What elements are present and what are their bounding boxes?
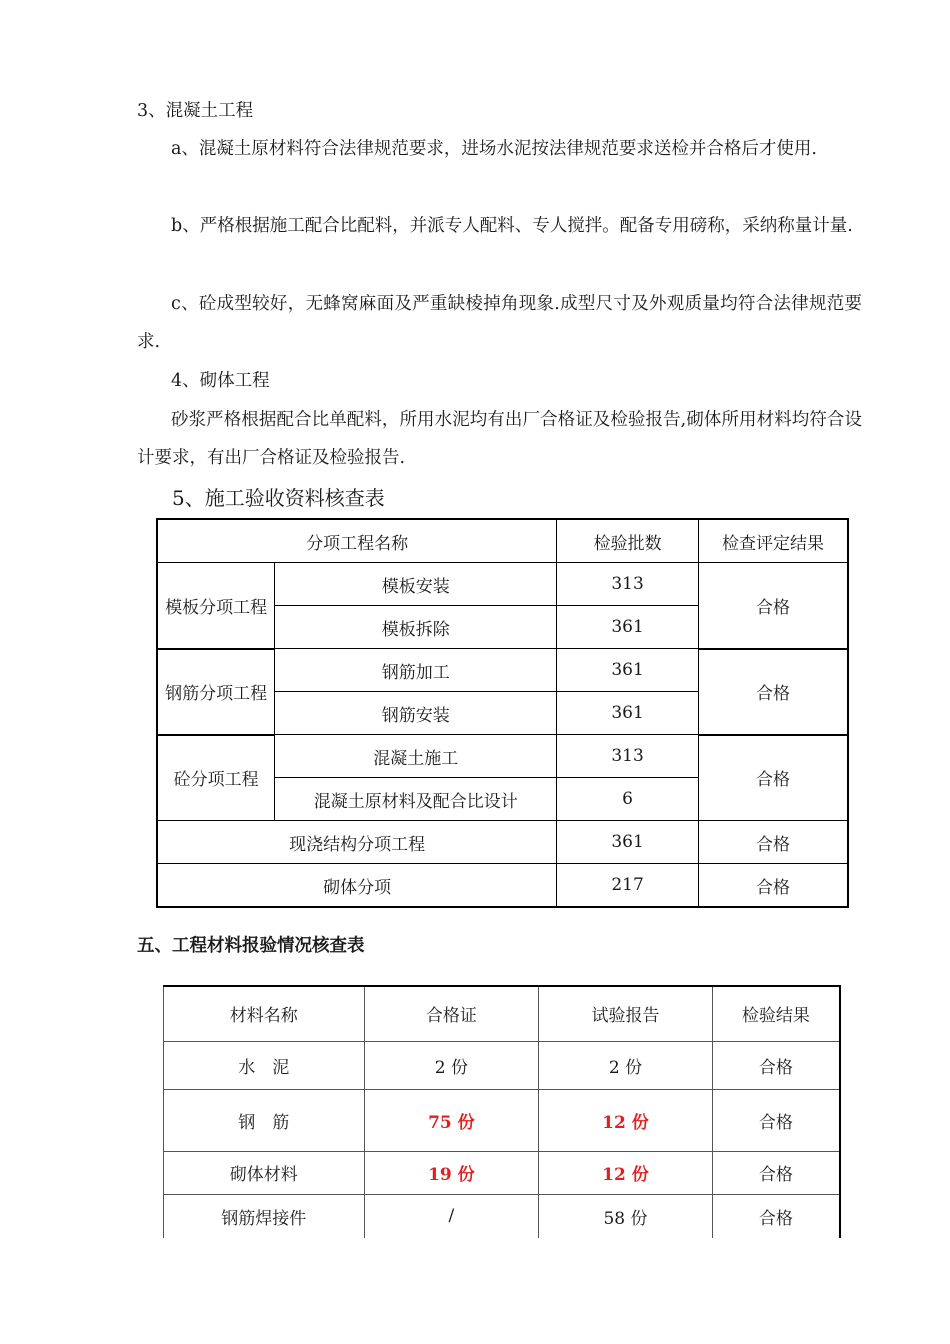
group-name: 模板分项工程	[157, 563, 275, 649]
material-report: 12 份	[539, 1089, 713, 1151]
header-result: 检查评定结果	[698, 519, 848, 563]
material-result: 合格	[712, 1151, 840, 1194]
table-row	[164, 1194, 841, 1238]
material-certificate: 75 份	[364, 1089, 539, 1151]
group-result: 合格	[698, 563, 848, 649]
item-name: 钢筋安装	[275, 692, 557, 735]
item-count: 361	[557, 606, 699, 649]
acceptance-table	[156, 518, 849, 908]
header-material-name: 材料名称	[164, 986, 365, 1041]
material-report: 12 份	[539, 1151, 713, 1194]
table-row	[157, 563, 848, 606]
table-header-row	[164, 986, 841, 1041]
table-row	[164, 1089, 841, 1151]
item-name: 模板拆除	[275, 606, 557, 649]
section3-para-b: b、严格根据施工配合比配料，并派专人配料、专人搅拌。配备专用磅称，采纳称量计量.	[171, 216, 853, 236]
section3-heading: 3、混凝土工程	[137, 101, 254, 121]
section3-para-a: a、混凝土原材料符合法律规范要求，进场水泥按法律规范要求送检并合格后才使用.	[171, 139, 817, 159]
material-report: 2 份	[539, 1041, 713, 1089]
single-count: 217	[557, 864, 699, 908]
material-certificate: 2 份	[364, 1041, 539, 1089]
material-result: 合格	[712, 1089, 840, 1151]
item-name: 钢筋加工	[275, 649, 557, 692]
item-count: 6	[557, 778, 699, 821]
table-row	[157, 821, 848, 864]
materials-heading: 五、工程材料报验情况核查表	[137, 936, 365, 956]
material-name: 钢筋焊接件	[164, 1194, 365, 1238]
table-header-row	[157, 519, 848, 563]
table-row	[157, 649, 848, 692]
single-name: 砌体分项	[157, 864, 557, 908]
section5-heading: 5、施工验收资料核查表	[172, 486, 385, 510]
material-name: 砌体材料	[164, 1151, 365, 1194]
group-result: 合格	[698, 735, 848, 821]
material-report: 58 份	[539, 1194, 713, 1238]
section3-para-c: c、砼成型较好，无蜂窝麻面及严重缺棱掉角现象.成型尺寸及外观质量均符合法律规范要求.	[137, 294, 862, 352]
header-result: 检验结果	[712, 986, 840, 1041]
material-certificate: 19 份	[364, 1151, 539, 1194]
header-certificate: 合格证	[364, 986, 539, 1041]
item-name: 混凝土原材料及配合比设计	[275, 778, 557, 821]
item-name: 模板安装	[275, 563, 557, 606]
header-name: 分项工程名称	[157, 519, 557, 563]
table-row	[157, 864, 848, 908]
single-result: 合格	[698, 821, 848, 864]
material-name: 水 泥	[164, 1041, 365, 1089]
material-name: 钢 筋	[164, 1089, 365, 1151]
item-count: 361	[557, 692, 699, 735]
group-name: 砼分项工程	[157, 735, 275, 821]
item-count: 361	[557, 649, 699, 692]
item-count: 313	[557, 563, 699, 606]
material-result: 合格	[712, 1041, 840, 1089]
table-row	[157, 735, 848, 778]
item-name: 混凝土施工	[275, 735, 557, 778]
material-result: 合格	[712, 1194, 840, 1238]
materials-table	[163, 985, 841, 1238]
table-row	[164, 1041, 841, 1089]
single-count: 361	[557, 821, 699, 864]
material-certificate: /	[364, 1194, 539, 1238]
single-result: 合格	[698, 864, 848, 908]
section4-heading: 4、砌体工程	[171, 371, 270, 391]
item-count: 313	[557, 735, 699, 778]
header-report: 试验报告	[539, 986, 713, 1041]
group-result: 合格	[698, 649, 848, 735]
section4-para: 砂浆严格根据配合比单配料，所用水泥均有出厂合格证及检验报告,砌体所用材料均符合设计要求，有出厂合格证及检验报告.	[137, 410, 862, 468]
single-name: 现浇结构分项工程	[157, 821, 557, 864]
header-batches: 检验批数	[557, 519, 699, 563]
table-row	[164, 1151, 841, 1194]
group-name: 钢筋分项工程	[157, 649, 275, 735]
